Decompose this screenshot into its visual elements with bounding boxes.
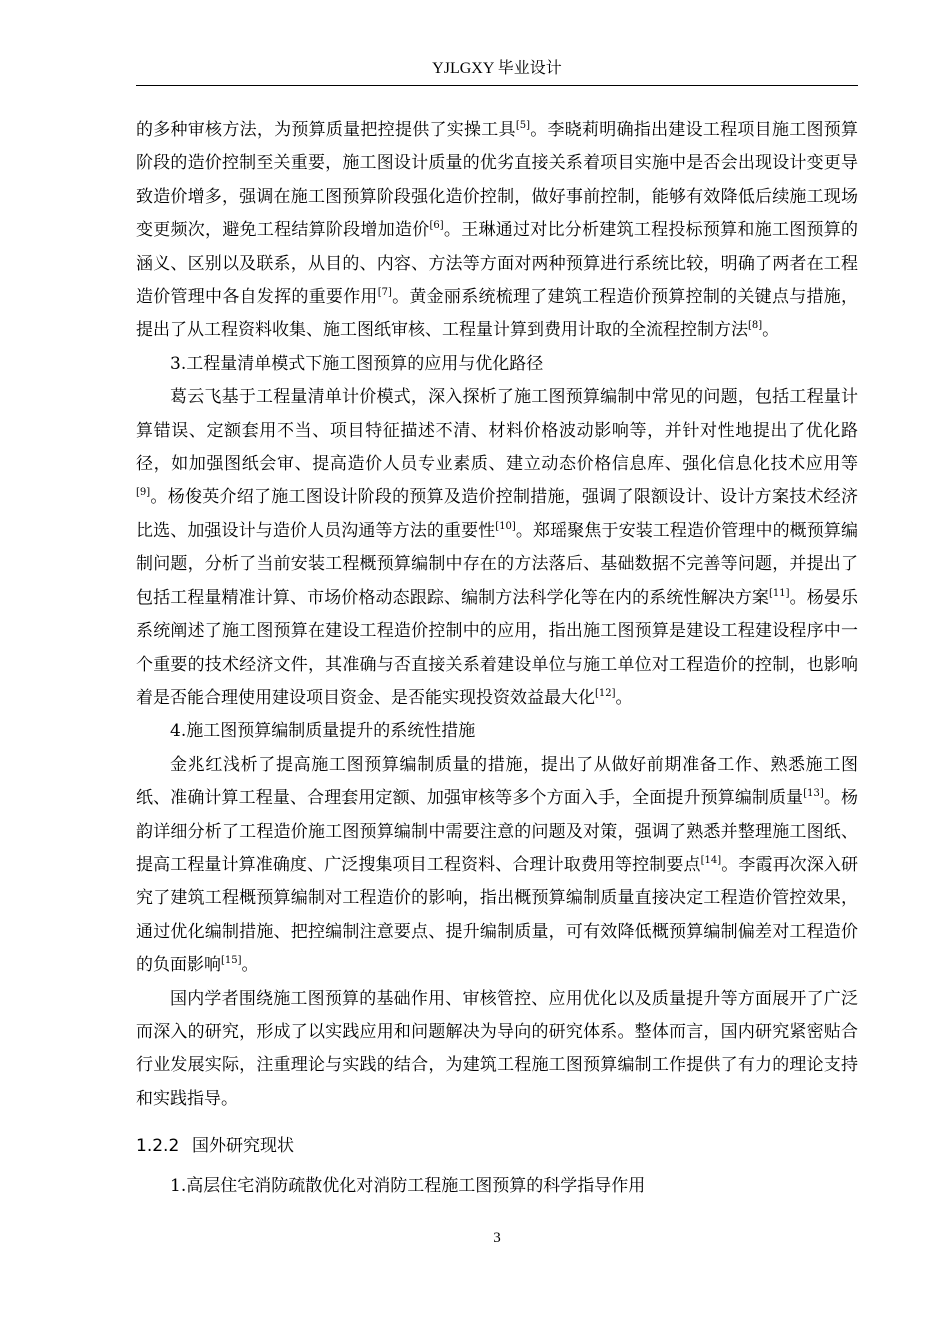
paragraph-text: 。李霞再次深入研究了建筑工程概预算编制对工程造价的影响，指出概预算编制质量直接决定工程造价管控效果，通过优化编制措施、把控编制注意要点、提升编制质量，可有效降低概预算编制偏差对工程造价的负面影响 xyxy=(136,854,859,976)
paragraph-text: 。 xyxy=(615,687,633,708)
paragraph-text: 。王琳通过对比分析建筑工程投标预算和施工图预算的涵义、区别以及联系，从目的、内容、方法等方面对两种预算进行系统比较，明确了两者在工程造价管理中各自发挥的重要作用 xyxy=(136,220,859,308)
citation-ref: [14] xyxy=(700,854,722,866)
paragraph-4: 国内学者围绕施工图预算的基础作用、审核管控、应用优化以及质量提升等方面展开了广泛而深入的研究，形成了以实践应用和问题解决为导向的研究体系。整体而言，国内研究紧密贴合行业发展实际，注重理论与实践的结合，为建筑工程施工图预算编制工作提供了有力的理论支持和实践指导。 xyxy=(136,988,858,1109)
section-number: 1.2.2 xyxy=(136,1136,180,1157)
citation-ref: [13] xyxy=(803,788,824,800)
paragraph-text: 。杨俊英介绍了施工图设计阶段的预算及造价控制措施，强调了限额设计、设计方案技术经济比选、加强设计与造价人员沟通等方法的重要性 xyxy=(136,487,858,541)
paragraph-text: 的多种审核方法，为预算质量把控提供了实操工具 xyxy=(136,120,516,140)
citation-ref: [11] xyxy=(769,587,790,599)
paragraph-text: 金兆红浅析了提高施工图预算编制质量的措施，提出了从做好前期准备工作、熟悉施工图纸、准确计算工程量、合理套用定额、加强审核等多个方面入手，全面提升预算编制质量 xyxy=(136,754,858,809)
paragraph-3 xyxy=(136,749,858,983)
paragraph-text: 。李晓莉明确指出建设工程项目施工图预算阶段的造价控制至关重要，施工图设计质量的优劣直接关系着项目实施中是否会出现设计变更导致造价增多，强调在施工图预算阶段强化造价控制，做好事前控制，能够有效降低后续施工现场变更频次，避免工程结算阶段增加造价 xyxy=(136,120,859,241)
subheading-3: 3.工程量清单模式下施工图预算的应用与优化路径 xyxy=(170,353,544,374)
subheading-4: 4.施工图预算编制质量提升的系统性措施 xyxy=(170,721,476,742)
page-number: 3 xyxy=(493,1230,501,1246)
paragraph-2 xyxy=(136,381,858,715)
page-header: YJLGXY 毕业设计 xyxy=(432,60,562,77)
citation-ref: [15] xyxy=(221,955,242,967)
paragraph-text: 。 xyxy=(762,320,780,341)
paragraph-text: 。黄金丽系统梳理了建筑工程造价预算控制的关键点与措施，提出了从工程资料收集、施工图纸审核、工程量计算到费用计取的全流程控制方法 xyxy=(136,287,859,341)
citation-ref: [5] xyxy=(515,120,530,131)
citation-ref: [10] xyxy=(495,520,516,532)
citation-ref: [8] xyxy=(748,320,763,332)
paragraph-text: 。 xyxy=(241,955,259,976)
paragraph-text: 。郑瑶聚焦于安装工程造价管理中的概预算编制问题，分析了当前安装工程概预算编制中存在的方法落后、基础数据不完善等问题，并提出了包括工程量精准计算、市场价格动态跟踪、编制方法科学化等在内的系统性解决方案 xyxy=(136,520,859,608)
header-divider xyxy=(136,85,858,86)
citation-ref: [12] xyxy=(595,687,616,699)
document-body xyxy=(136,114,858,1203)
citation-ref: [9] xyxy=(136,487,151,499)
section-title: 国外研究现状 xyxy=(192,1136,294,1157)
paragraph-text: 。杨韵详细分析了工程造价施工图预算编制中需要注意的问题及对策，强调了熟悉并整理施工图纸、提高工程量计算准确度、广泛搜集项目工程资料、合理计取费用等控制要点 xyxy=(136,788,858,875)
section-heading xyxy=(136,1130,858,1163)
subheading-5: 1.高层住宅消防疏散优化对消防工程施工图预算的科学指导作用 xyxy=(170,1175,646,1196)
citation-ref: [7] xyxy=(377,287,392,299)
paragraph-1 xyxy=(136,114,858,348)
paragraph-text: 。杨晏乐系统阐述了施工图预算在建设工程造价控制中的应用，指出施工图预算是建设工程建设程序中一个重要的技术经济文件，其准确与否直接关系着建设单位与施工单位对工程造价的控制，也影响着是否能合理使用建设项目资金、是否能实现投资效益最大化 xyxy=(136,587,858,708)
citation-ref: [6] xyxy=(429,220,444,232)
paragraph-text: 葛云飞基于工程量清单计价模式，深入探析了施工图预算编制中常见的问题，包括工程量计算错误、定额套用不当、项目特征描述不清、材料价格波动影响等，并针对性地提出了优化路径，如加强图纸会审、提高造价人员专业素质、建立动态价格信息库、强化信息化技术应用等 xyxy=(136,387,858,475)
